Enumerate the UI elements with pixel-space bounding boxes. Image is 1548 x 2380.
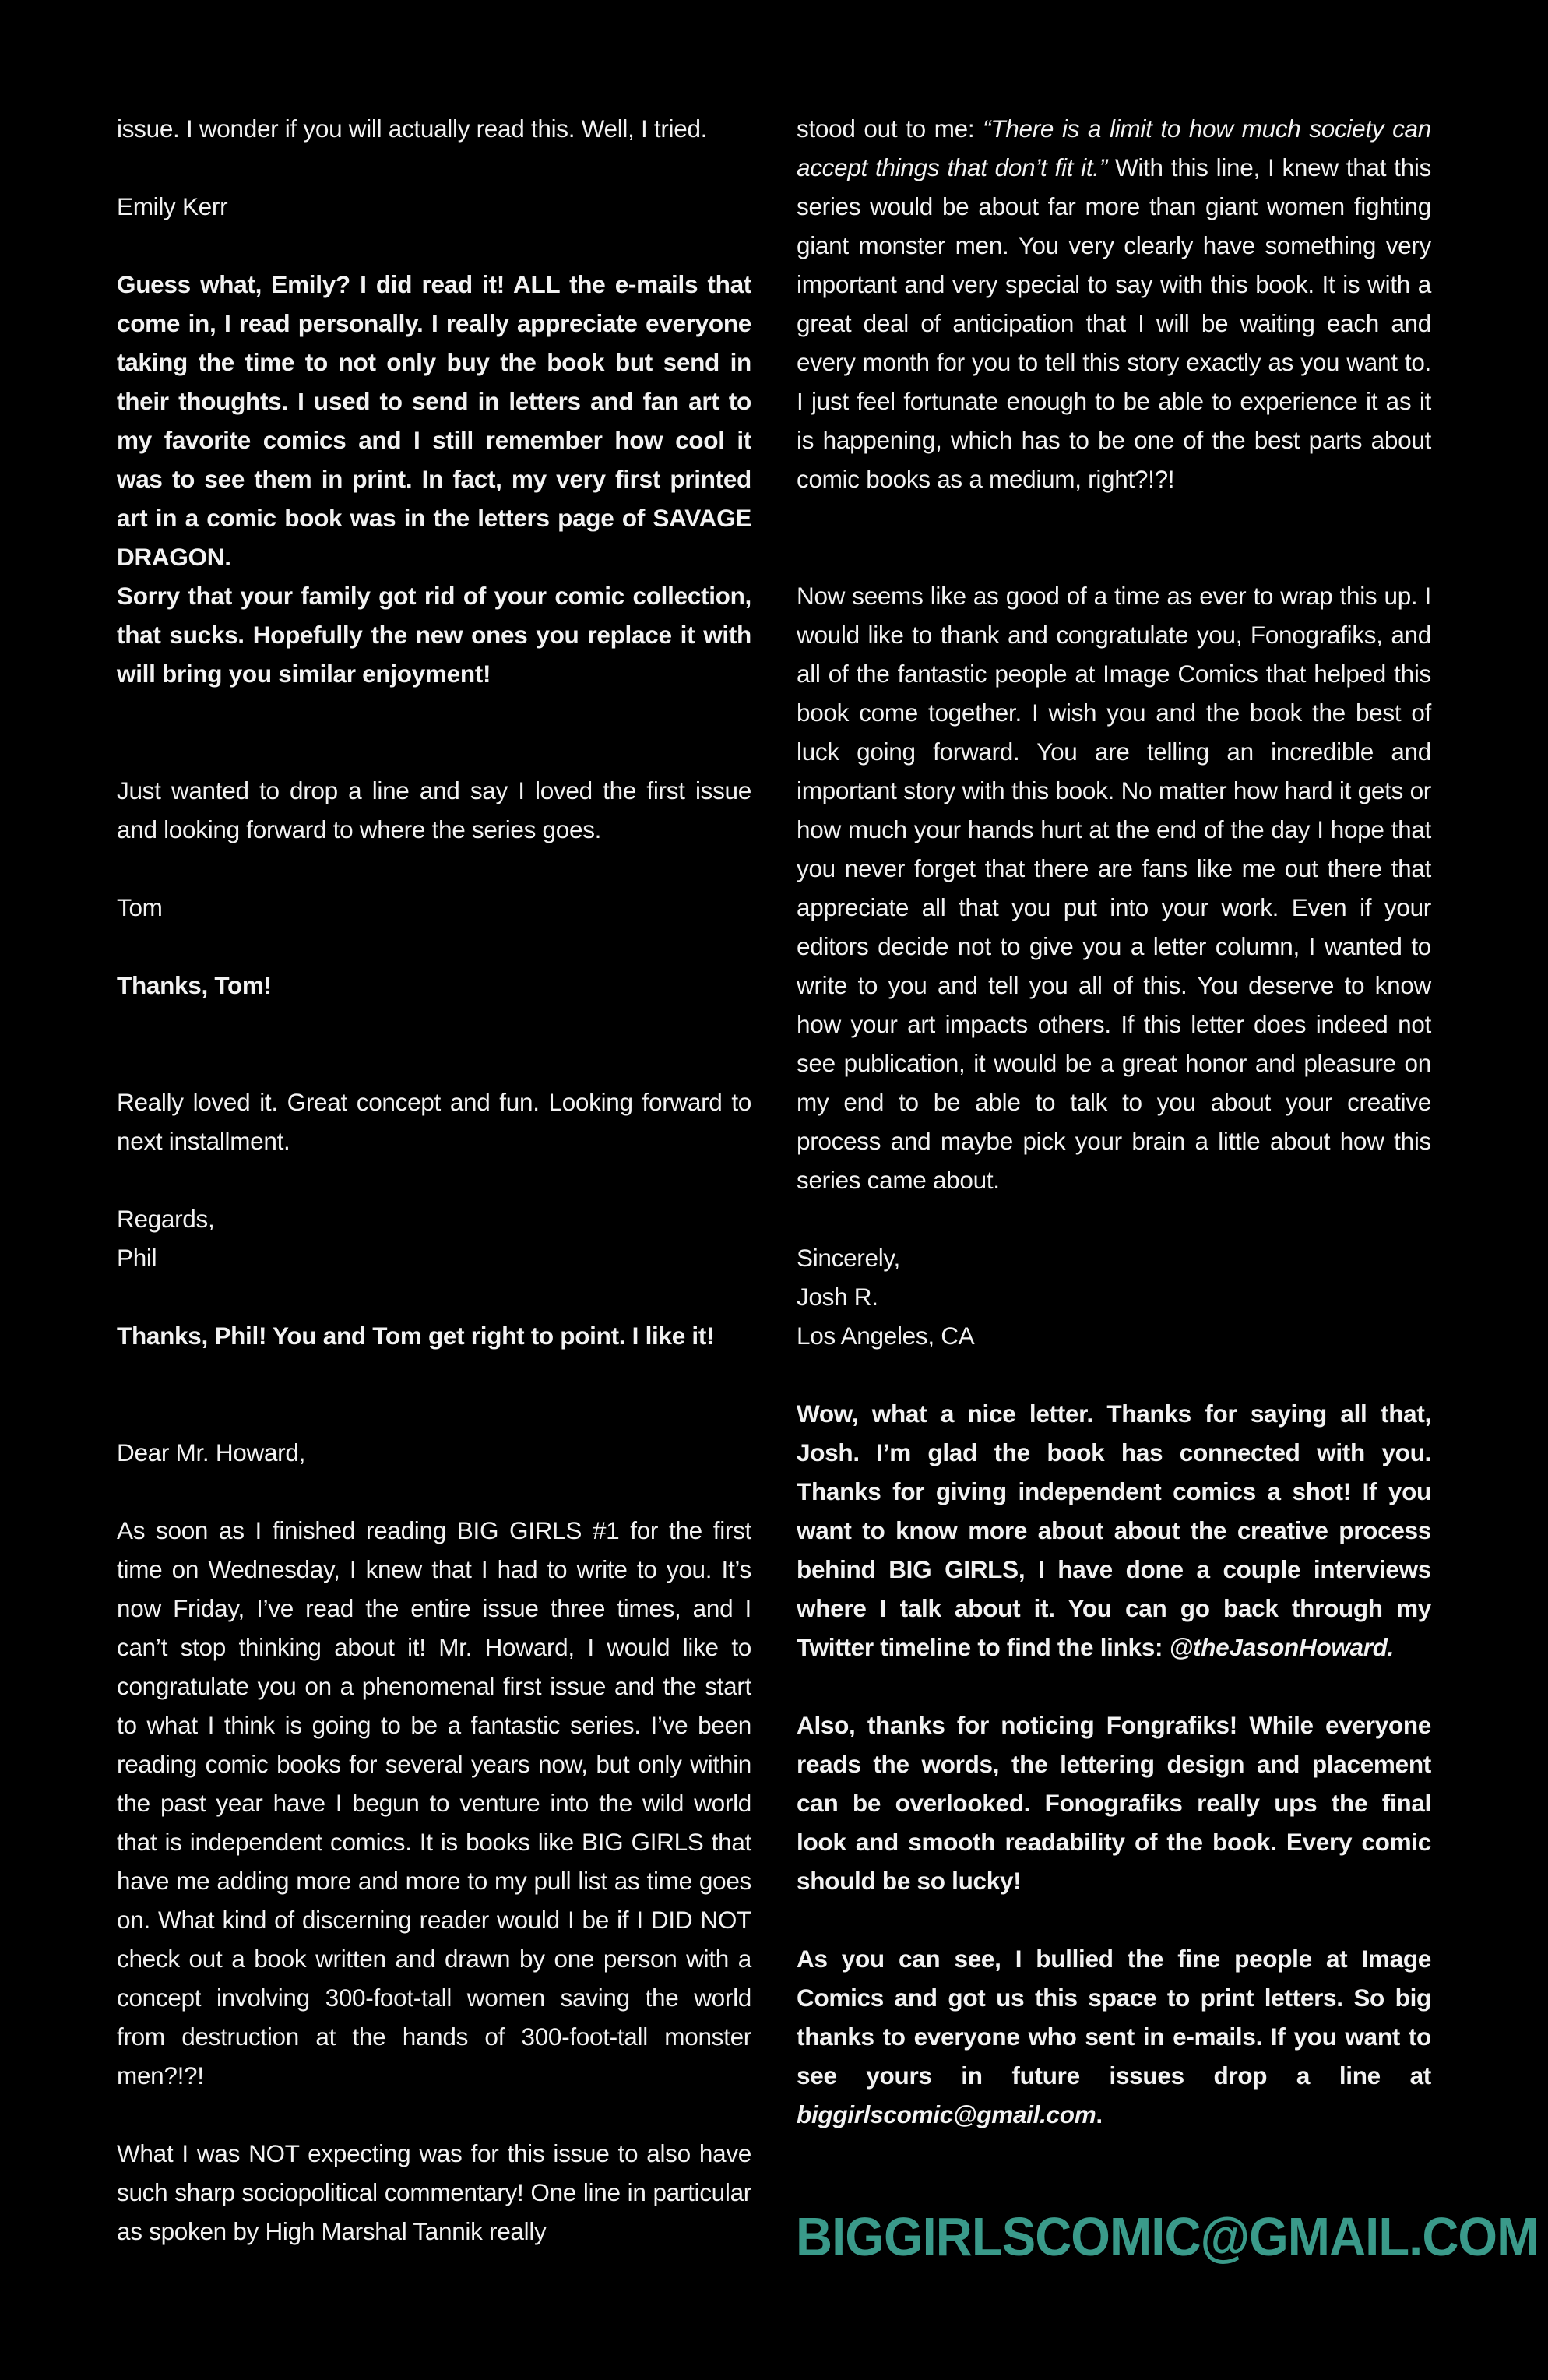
text: stood out to me:	[797, 114, 983, 143]
signoff: Sincerely,	[797, 1244, 900, 1272]
text: .	[1096, 2100, 1103, 2128]
letter-paragraph: As soon as I finished reading BIG GIRLS #1 for the first time on Wednesday, I knew that I had to write to you. It’s now Friday, I’ve read the entire issue three times, and I can’t stop thinking about it! Mr. Howard, I would like to congratulate you on a phenomenal first issue and the start to what I think is going to be a fantastic series. I’ve been reading comic books for several years now, but only within the past year have I begun to venture into the wild world that is independent comics. It is books like BIG GIRLS that have me adding more and more to my pull list as time goes on. What kind of discerning reader would I be if I DID NOT check out a book written and drawn by one person with a concept involving 300-foot-tall women saving the world from destruction at the hands of 300-foot-tall monster men?!?!	[117, 1516, 751, 2090]
letter-signature	[797, 1238, 1431, 1355]
reply-paragraph: Thanks, Phil! You and Tom get right to point. I like it!	[117, 1322, 715, 1350]
email-logo[interactable]: BIGGIRLSCOMIC@GMAIL.COM	[796, 2206, 1539, 2267]
letter-paragraph: Now seems like as good of a time as ever to wrap this up. I would like to thank and congratulate you, Fonografiks, and all of the fantastic people at Image Comics that helped this book come together. I wish you and the book the best of luck going forward. You are telling an incredible and important story with this book. No matter how hard it gets or how much your hands hurt at the end of the day I hope that you never forget that there are fans like me out there that appreciate all that you put into your work. Even if your editors decide not to give you a letter column, I wanted to write to you and tell you all of this. You deserve to know how your art impacts others. If this letter does indeed not see publication, it would be a great honor and pleasure on my end to be able to talk to you about your creative process and maybe pick your brain a little about how this series came about.	[797, 582, 1431, 1194]
letter-paragraph	[797, 109, 1431, 498]
letter-signature: Emily Kerr	[117, 192, 228, 220]
reply-paragraph	[797, 1939, 1431, 2134]
letter-signature: Tom	[117, 893, 163, 921]
letter-signature	[117, 1199, 751, 1277]
letter-closing-line: issue. I wonder if you will actually read this. Well, I tried.	[117, 114, 708, 143]
reply-paragraph: Sorry that your family got rid of your comic collection, that sucks. Hopefully the new ones you replace it with will bring you similar enjoyment!	[117, 582, 751, 688]
signer-name: Phil	[117, 1244, 157, 1272]
reply-paragraph: Thanks, Tom!	[117, 971, 272, 999]
letter-paragraph: Really loved it. Great concept and fun. Looking forward to next installment.	[117, 1088, 751, 1155]
signer-location: Los Angeles, CA	[797, 1322, 975, 1350]
quote: “There is a limit to how much society can accept things that don’t fit it.”	[797, 114, 1431, 181]
text: Wow, what a nice letter. Thanks for saying all that, Josh. I’m glad the book has connected with you. Thanks for giving independent comics a shot! If you want to know more about about the creative process behind BIG GIRLS, I have done a couple interviews where I talk about it. You can go back through my Twitter timeline to find the links:	[797, 1399, 1431, 1661]
email-link[interactable]: biggirlscomic@gmail.com	[797, 2100, 1096, 2128]
text: As you can see, I bullied the fine people at Image Comics and got us this space to print letters. So big thanks to everyone who sent in e-mails. If you want to see yours in future issues drop a line at	[797, 1945, 1431, 2090]
signoff: Regards,	[117, 1205, 215, 1233]
reply-paragraph: Guess what, Emily? I did read it! ALL the e-mails that come in, I read personally. I really appreciate everyone taking the time to not only buy the book but send in their thoughts. I used to send in letters and fan art to my favorite comics and I still remember how cool it was to see them in print. In fact, my very first printed art in a comic book was in the letters page of SAVAGE DRAGON.	[117, 270, 751, 571]
text: With this line, I knew that this series would be about far more than giant women fighting giant monster men. You very clearly have something very important and very special to say with this book. It is with a great deal of anticipation that I will be waiting each and every month for you to tell this story exactly as you want to. I just feel fortunate enough to be able to experience it as it is happening, which has to be one of the best parts about comic books as a medium, right?!?!	[797, 153, 1431, 493]
signer-name: Josh R.	[797, 1283, 878, 1311]
letter-salutation: Dear Mr. Howard,	[117, 1438, 306, 1466]
letter-paragraph: Just wanted to drop a line and say I loved the first issue and looking forward to where the series goes.	[117, 776, 751, 843]
letter-paragraph: What I was NOT expecting was for this issue to also have such sharp sociopolitical commentary! One line in particular as spoken by High Marshal Tannik really	[117, 2139, 751, 2245]
twitter-handle[interactable]: @theJasonHoward.	[1169, 1633, 1395, 1661]
reply-paragraph	[797, 1394, 1431, 1667]
reply-paragraph: Also, thanks for noticing Fongrafiks! While everyone reads the words, the lettering design and placement can be overlooked. Fonografiks really ups the final look and smooth readability of the book. Every comic should be so lucky!	[797, 1711, 1431, 1895]
